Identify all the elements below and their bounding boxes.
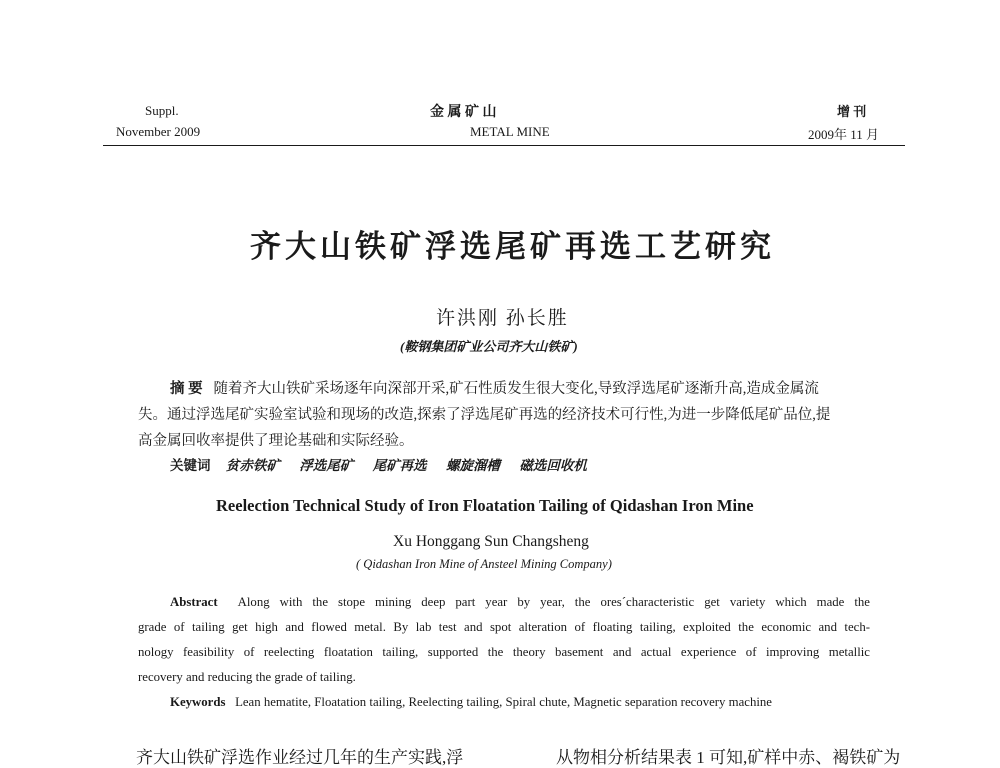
- abstract-cn-line-1: [170, 376, 819, 402]
- authors-en: Xu Honggang Sun Changsheng: [393, 533, 589, 550]
- keyword-cn-1: 贫赤铁矿: [225, 458, 280, 473]
- keywords-en: [170, 690, 870, 715]
- authors-cn: 许洪刚 孙长胜: [436, 308, 569, 329]
- keywords-en-text: Lean hematite, Floatation tailing, Reelecting tailing, Spiral chute, Magnetic separation recovery machine: [235, 695, 772, 709]
- header-supplement-cn: 增 刊: [837, 104, 867, 119]
- keyword-cn-2: 浮选尾矿: [299, 458, 354, 473]
- keyword-cn-4: 螺旋溜槽: [446, 458, 500, 473]
- abstract-en-line-4: recovery and reducing the grade of tailing.: [138, 670, 356, 684]
- header-issue-date-en: November 2009: [116, 124, 201, 139]
- body-left-column-fragment: 齐大山铁矿浮选作业经过几年的生产实践,浮: [136, 748, 464, 767]
- abstract-en-line-2: grade of tailing get high and flowed metal. By lab test and spot alteration of floating tailing, exploited the economic and tech-: [138, 620, 870, 634]
- affiliation-cn: (鞍钢集团矿业公司齐大山铁矿): [400, 339, 578, 354]
- keywords-cn-label: 关键词: [170, 458, 211, 473]
- keywords-cn: [170, 453, 603, 479]
- header-journal-name-en: METAL MINE: [470, 124, 550, 139]
- abstract-cn-label: 摘 要: [170, 381, 203, 397]
- affiliation-en: ( Qidashan Iron Mine of Ansteel Mining Company): [356, 557, 612, 571]
- keyword-cn-3: 尾矿再选: [372, 458, 427, 473]
- abstract-cn-line-3: 高金属回收率提供了理论基础和实际经验。: [138, 433, 414, 449]
- keywords-en-label: Keywords: [170, 695, 226, 709]
- abstract-en-line-1: [170, 590, 870, 615]
- paper-title-cn: 齐大山铁矿浮选尾矿再选工艺研究: [250, 229, 775, 264]
- paper-title-en: Reelection Technical Study of Iron Floatation Tailing of Qidashan Iron Mine: [216, 496, 754, 515]
- abstract-cn-text-1: 随着齐大山铁矿采场逐年向深部开采,矿石性质发生很大变化,导致浮选尾矿逐渐升高,造成金属流: [213, 381, 819, 397]
- abstract-cn-line-2: 失。通过浮选尾矿实验室试验和现场的改造,探索了浮选尾矿再选的经济技术可行性,为进一步降低尾矿品位,提: [138, 407, 831, 423]
- abstract-en-text-1: Along with the stope mining deep part year by year, the ores´characteristic get variety which made the: [237, 595, 870, 609]
- header-issue-date-cn: 2009年 11 月: [808, 127, 880, 142]
- header-suppl: Suppl.: [145, 103, 179, 118]
- abstract-en-line-3: nology feasibility of reelecting floatation tailing, supported the theory basement and actual experience of improving metallic: [138, 645, 870, 659]
- header-journal-name-cn: 金 属 矿 山: [430, 105, 497, 120]
- body-right-column-fragment: 从物相分析结果表 1 可知,矿样中赤、褐铁矿为: [556, 748, 901, 767]
- abstract-en-label: Abstract: [170, 595, 218, 609]
- keyword-cn-5: 磁选回收机: [519, 458, 587, 473]
- header-rule: [103, 145, 905, 146]
